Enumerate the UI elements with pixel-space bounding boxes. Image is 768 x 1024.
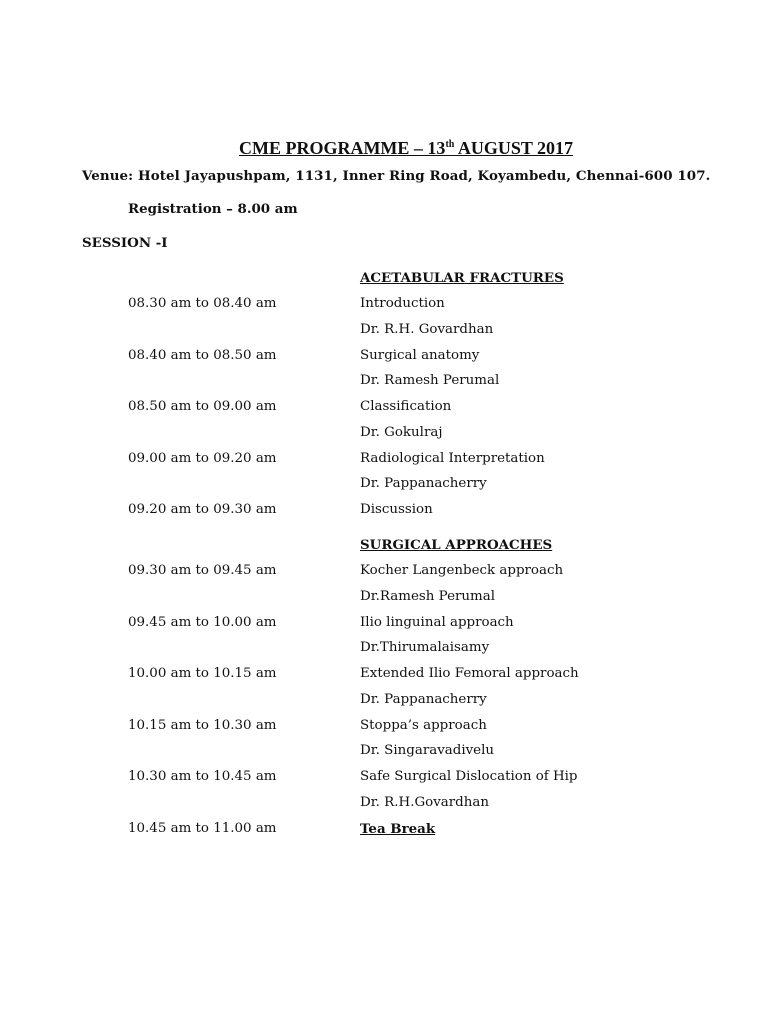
page-title xyxy=(0,138,768,159)
row-time: 09.30 am to 09.45 am xyxy=(128,563,277,578)
schedule-row xyxy=(0,821,768,843)
schedule-row xyxy=(0,451,768,473)
schedule-row xyxy=(0,322,768,344)
row-speaker: Dr. Singaravadivelu xyxy=(360,743,494,759)
row-time: 09.45 am to 10.00 am xyxy=(128,614,277,630)
row-topic: Introduction xyxy=(360,296,445,311)
session-label: SESSION -I xyxy=(82,235,168,251)
row-time: 09.00 am to 09.20 am xyxy=(128,450,277,466)
row-speaker: Dr. Gokulraj xyxy=(360,424,443,440)
row-topic: Radiological Interpretation xyxy=(360,450,545,466)
schedule-row xyxy=(0,795,768,817)
row-time: 10.45 am to 11.00 am xyxy=(128,820,277,836)
schedule-row xyxy=(0,666,768,688)
row-time: 10.00 am to 10.15 am xyxy=(128,666,277,681)
venue-line: Venue: Hotel Jayapushpam, 1131, Inner Ring Road, Koyambedu, Chennai-600 107. xyxy=(82,168,711,184)
row-topic: Ilio linguinal approach xyxy=(360,614,514,630)
row-time: 10.30 am to 10.45 am xyxy=(128,769,277,784)
schedule-row xyxy=(0,476,768,498)
schedule-row xyxy=(0,296,768,318)
section-heading: ACETABULAR FRACTURES xyxy=(360,270,564,286)
schedule-row xyxy=(0,769,768,791)
schedule-row xyxy=(0,718,768,740)
row-speaker: Dr. R.H.Govardhan xyxy=(360,794,489,810)
schedule-row xyxy=(0,563,768,585)
title-superscript: th xyxy=(445,139,455,150)
schedule-row xyxy=(0,743,768,765)
schedule-row xyxy=(0,425,768,447)
title-main: CME PROGRAMME – 13 xyxy=(238,138,446,158)
section-heading: SURGICAL APPROACHES xyxy=(360,537,553,553)
schedule-row xyxy=(0,399,768,421)
row-speaker: Dr. R.H. Govardhan xyxy=(360,321,494,337)
title-end: AUGUST 2017 xyxy=(454,138,574,158)
row-speaker: Dr.Ramesh Perumal xyxy=(360,588,495,604)
schedule-row xyxy=(0,502,768,524)
schedule-row xyxy=(0,373,768,395)
row-topic: Surgical anatomy xyxy=(360,347,480,363)
row-speaker: Dr. Ramesh Perumal xyxy=(360,373,500,389)
schedule-row xyxy=(0,348,768,370)
schedule-row xyxy=(0,615,768,637)
schedule-row xyxy=(0,640,768,662)
row-topic: Stoppa’s approach xyxy=(360,717,487,733)
row-time: 10.15 am to 10.30 am xyxy=(128,717,277,733)
row-topic: Extended Ilio Femoral approach xyxy=(360,666,579,681)
row-topic: Classification xyxy=(360,399,452,414)
row-time: 08.30 am to 08.40 am xyxy=(128,296,277,311)
row-time: 08.40 am to 08.50 am xyxy=(128,347,277,363)
row-time: 09.20 am to 09.30 am xyxy=(128,502,277,517)
row-topic: Tea Break xyxy=(360,820,436,837)
schedule-row xyxy=(0,692,768,714)
row-topic: Safe Surgical Dislocation of Hip xyxy=(360,769,578,784)
row-time: 08.50 am to 09.00 am xyxy=(128,399,277,414)
row-topic: Discussion xyxy=(360,502,433,517)
row-topic: Kocher Langenbeck approach xyxy=(360,563,564,578)
row-speaker: Dr. Pappanacherry xyxy=(360,476,487,492)
registration-line: Registration – 8.00 am xyxy=(128,201,298,217)
row-speaker: Dr. Pappanacherry xyxy=(360,691,487,707)
row-speaker: Dr.Thirumalaisamy xyxy=(360,640,490,656)
schedule-row xyxy=(0,589,768,611)
